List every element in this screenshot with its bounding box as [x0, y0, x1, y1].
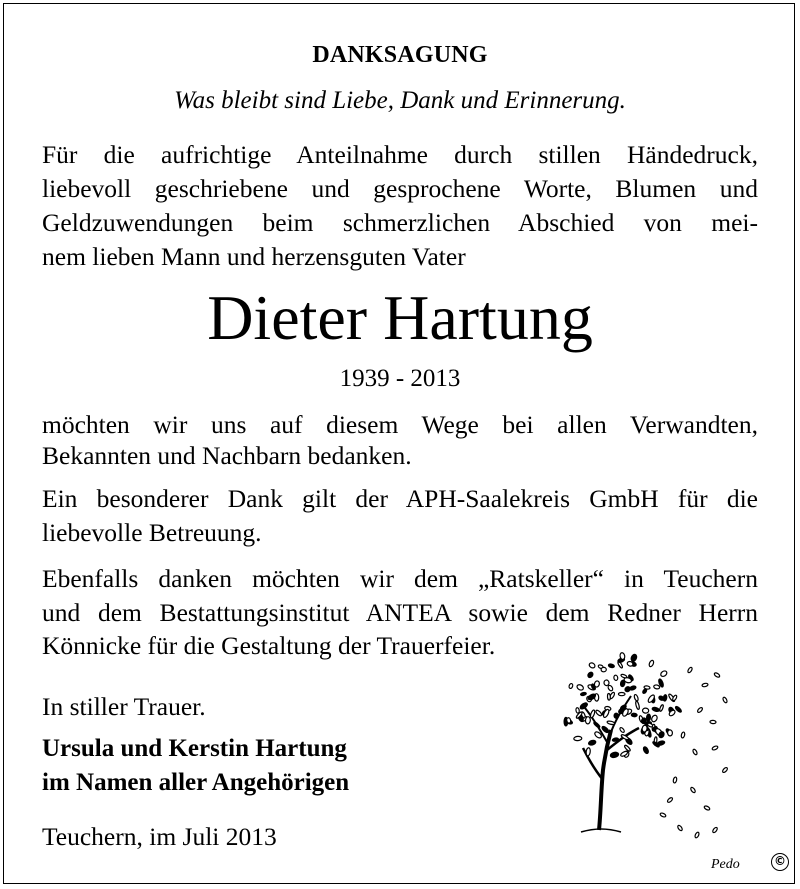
tree-leaf	[588, 662, 595, 669]
falling-leaf	[710, 720, 716, 724]
falling-leaf	[660, 812, 667, 817]
tree-leaf	[576, 684, 584, 692]
tree-leaf	[580, 692, 586, 696]
tree-leaf	[614, 713, 619, 719]
falling-leaf	[722, 767, 728, 774]
tree-leaf	[646, 714, 650, 721]
copyright-icon: ©	[771, 853, 789, 871]
falling-leaf	[667, 797, 674, 803]
tree-leaf	[651, 714, 659, 722]
tree-leaf	[608, 663, 615, 668]
falling-leaf	[677, 825, 683, 832]
tree-leaf	[607, 685, 613, 692]
also-thanks-line: und dem Bestattungsinstitut ANTEA sowie dem Redner Herrn	[42, 598, 758, 627]
falling-leaf	[697, 707, 704, 713]
mourning-text: In stiller Trauer.	[42, 692, 206, 721]
tree-leaf	[635, 701, 640, 710]
tree-leaf	[642, 708, 648, 713]
tree-leaf	[619, 727, 625, 733]
falling-leaf	[690, 787, 696, 794]
also-thanks-line: Ebenfalls danken möchten wir dem „Ratskeller“ in Teuchern	[42, 564, 758, 593]
falling-leaf	[692, 749, 698, 756]
tree-leaf	[652, 707, 660, 713]
tree-leaf	[663, 694, 667, 701]
tree-leaf	[601, 667, 606, 672]
tree-leaf	[576, 707, 580, 713]
tree-leaf	[653, 684, 660, 689]
place-date: Teuchern, im Juli 2013	[42, 822, 277, 851]
tree-leaf	[610, 752, 619, 759]
tree-leaf	[595, 709, 602, 716]
falling-leaf	[714, 672, 721, 678]
thanks-line: möchten wir uns auf diesem Wege bei allen Verwandten,	[42, 410, 758, 439]
falling-leaf	[673, 777, 677, 784]
tree-leaf	[667, 730, 672, 736]
falling-leaf	[704, 805, 711, 811]
tree-leaf	[607, 720, 615, 725]
falling-leaf	[687, 667, 693, 674]
intro-line: liebevoll geschriebene und gesprochene Worte, Blumen und	[42, 174, 758, 203]
falling-leaf	[681, 732, 686, 739]
tree-leaf	[568, 683, 573, 689]
tree-leaf	[588, 740, 596, 746]
special-thanks-line: Ein besonderer Dank gilt der APH-Saalekreis GmbH für die	[42, 484, 758, 513]
thanks-line: Bekannten und Nachbarn bedanken.	[42, 441, 412, 470]
special-thanks-line: liebevolle Betreuung.	[42, 518, 262, 547]
intro-line: nem lieben Mann und herzensguten Vater	[42, 242, 466, 271]
falling-leaf	[702, 683, 709, 687]
tree-leaf	[621, 674, 628, 679]
falling-leaf	[722, 697, 728, 704]
signatory-line: im Namen aller Angehörigen	[42, 769, 350, 796]
tree-leaf	[594, 680, 600, 687]
tree-leaf	[659, 704, 664, 711]
tree-leaf	[574, 736, 582, 741]
tree-leaf	[613, 675, 618, 681]
tree-leaf	[566, 717, 571, 723]
tree-leaf	[590, 709, 596, 718]
also-thanks-line: Könnicke für die Gestaltung der Trauerfeier.	[42, 631, 496, 660]
tree-leaf	[619, 652, 625, 660]
intro-line: Geldzuwendungen beim schmerzlichen Abschied von mei-	[42, 208, 758, 237]
tree-icon	[555, 630, 735, 845]
deceased-name: Dieter Hartung	[207, 282, 593, 353]
tree-leaf	[586, 747, 591, 756]
tree-leaf	[624, 745, 631, 752]
falling-leaf	[712, 745, 719, 750]
tree-leaf	[579, 702, 588, 710]
artist-signature: Pedo	[711, 857, 740, 872]
tree-leaf	[642, 725, 648, 733]
tree-leaf	[648, 660, 654, 668]
tree-leaf	[618, 693, 625, 696]
tree-leaf	[660, 670, 668, 678]
signatory-line: Ursula und Kerstin Hartung	[42, 735, 347, 762]
falling-leaf	[712, 827, 718, 834]
tree-leaf	[642, 746, 649, 754]
intro-line: Für die aufrichtige Anteilnahme durch stillen Händedruck,	[42, 140, 758, 169]
tree-leaf	[585, 717, 590, 725]
tree-leaf	[607, 693, 610, 700]
tree-leaf	[630, 653, 637, 662]
notice-heading: DANKSAGUNG	[312, 42, 488, 68]
tree-leaf	[587, 671, 594, 678]
tree-leaf	[634, 694, 639, 701]
tree-leaf	[602, 709, 610, 719]
tree-leaf	[604, 680, 610, 686]
tree-leaf	[631, 713, 637, 717]
falling-leaf	[694, 832, 700, 839]
notice-motto: Was bleibt sind Liebe, Dank und Erinnerung.	[174, 87, 626, 114]
life-dates: 1939 - 2013	[339, 365, 461, 392]
tree-leaf	[593, 721, 600, 728]
tree-leaf	[644, 685, 650, 689]
